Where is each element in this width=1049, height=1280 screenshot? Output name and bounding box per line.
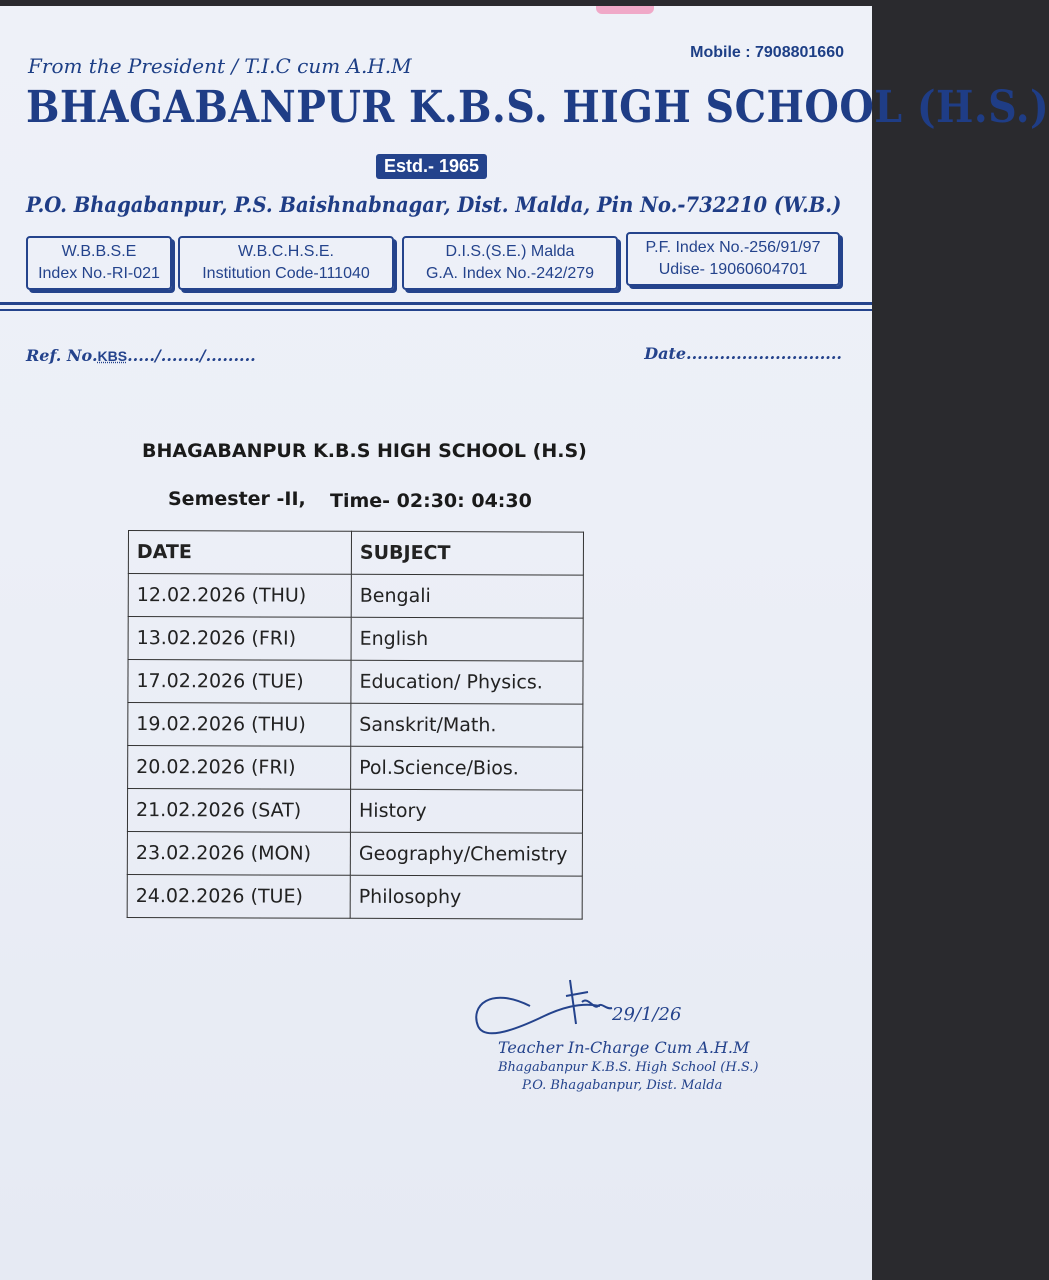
signatory-title: Teacher In-Charge Cum A.H.M xyxy=(498,1038,750,1057)
notice-title: BHAGABANPUR K.B.S HIGH SCHOOL (H.S) xyxy=(142,440,587,462)
id-box-label: D.I.S.(S.E.) Malda xyxy=(445,243,575,260)
school-name-heading: BHAGABANPUR K.B.S. HIGH SCHOOL (H.S.) xyxy=(26,82,1049,133)
pink-tape-mark xyxy=(596,6,654,14)
ref-label: Ref. No. xyxy=(26,346,98,365)
date-field: Date............................ xyxy=(644,344,842,363)
subject-column-header: SUBJECT xyxy=(351,531,583,575)
id-box-wbchse xyxy=(178,236,394,290)
exam-date: 21.02.2026 (SAT) xyxy=(127,789,350,833)
signatory-address: P.O. Bhagabanpur, Dist. Malda xyxy=(522,1078,723,1093)
mobile-number: Mobile : 7908801660 xyxy=(690,44,844,61)
table-row xyxy=(128,617,583,662)
ref-dots: ...../......./......... xyxy=(127,346,256,365)
exam-subject: Pol.Science/Bios. xyxy=(351,746,583,790)
id-box-label: W.B.C.H.S.E. xyxy=(237,243,334,260)
exam-date: 20.02.2026 (FRI) xyxy=(128,746,351,790)
exam-date: 13.02.2026 (FRI) xyxy=(128,617,351,661)
exam-subject: English xyxy=(351,617,583,661)
reference-number xyxy=(26,346,256,365)
school-address: P.O. Bhagabanpur, P.S. Baishnabnagar, Dist. Malda, Pin No.-732210 (W.B.) xyxy=(26,192,842,217)
id-box-value: Udise- 19060604701 xyxy=(658,261,808,278)
exam-date: 12.02.2026 (THU) xyxy=(128,574,351,618)
id-box-label: P.F. Index No.-256/91/97 xyxy=(645,239,821,256)
exam-subject: History xyxy=(350,789,582,833)
table-row xyxy=(128,660,583,705)
exam-date: 19.02.2026 (THU) xyxy=(128,703,351,747)
established-badge: Estd.- 1965 xyxy=(376,154,487,179)
signatory-school: Bhagabanpur K.B.S. High School (H.S.) xyxy=(498,1060,759,1075)
id-box-value: Institution Code-111040 xyxy=(202,265,370,282)
id-box-dis xyxy=(402,236,618,290)
handwritten-signature xyxy=(470,966,620,1046)
exam-schedule-table xyxy=(127,530,584,920)
id-box-label: W.B.B.S.E xyxy=(61,243,137,260)
table-row xyxy=(127,789,582,834)
exam-date: 24.02.2026 (TUE) xyxy=(127,874,350,918)
id-box-wbbse xyxy=(26,236,172,290)
semester-label: Semester -II, xyxy=(168,488,306,510)
table-row xyxy=(128,703,583,748)
exam-subject: Education/ Physics. xyxy=(351,660,583,704)
exam-subject: Sanskrit/Math. xyxy=(351,703,583,747)
id-box-pf-udise xyxy=(626,232,840,286)
table-row xyxy=(128,746,583,791)
date-column-header: DATE xyxy=(128,531,351,575)
table-row xyxy=(127,874,582,919)
header-divider xyxy=(0,302,872,305)
signature-date: 29/1/26 xyxy=(612,1004,682,1025)
table-header-row xyxy=(128,531,583,576)
ref-value: KBS xyxy=(97,348,128,364)
exam-subject: Geography/Chemistry xyxy=(350,832,582,876)
from-line: From the President / T.I.C cum A.H.M xyxy=(28,54,412,78)
id-box-value: Index No.-RI-021 xyxy=(38,265,160,282)
exam-date: 17.02.2026 (TUE) xyxy=(128,660,351,704)
exam-subject: Philosophy xyxy=(350,875,582,919)
exam-date: 23.02.2026 (MON) xyxy=(127,831,350,875)
exam-subject: Bengali xyxy=(351,574,583,618)
letterhead-page xyxy=(0,6,1049,1280)
table-row xyxy=(127,831,582,876)
id-box-value: G.A. Index No.-242/279 xyxy=(425,265,595,282)
exam-time: Time- 02:30: 04:30 xyxy=(330,490,532,512)
header-divider xyxy=(0,309,872,311)
table-row xyxy=(128,574,583,619)
